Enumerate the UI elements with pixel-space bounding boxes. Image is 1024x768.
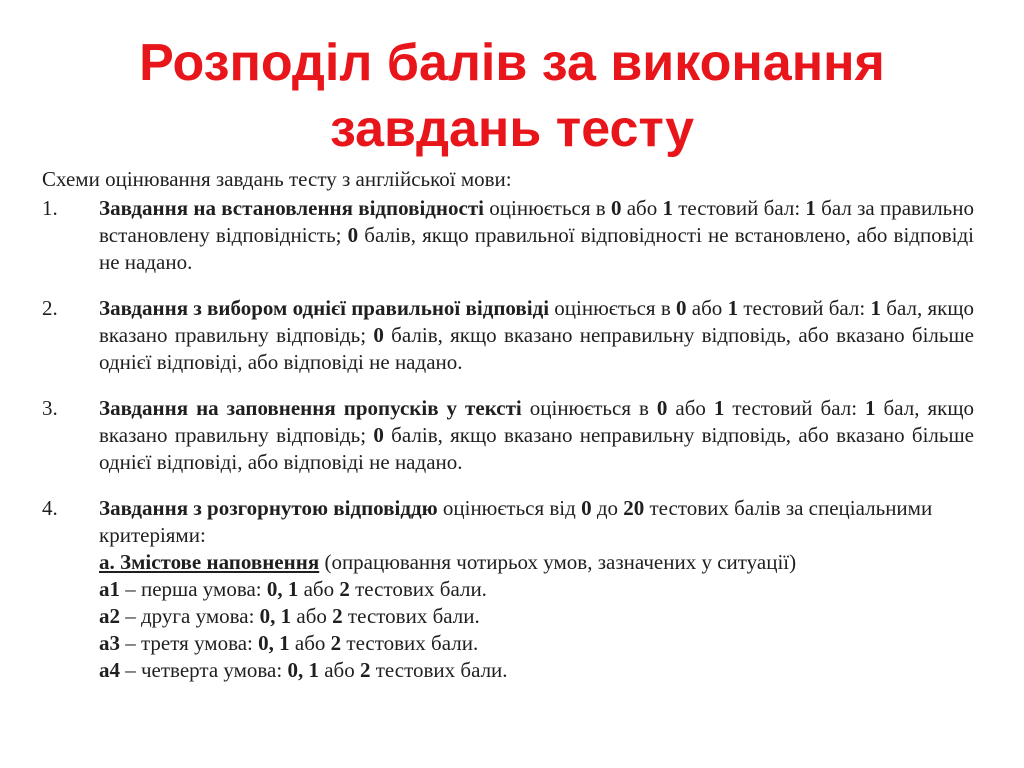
text-span: тестових балів за спеціальними критеріями: — [99, 496, 933, 547]
separator: , — [297, 658, 309, 682]
text-span: балів, якщо правильної відповідності не встановлено, або відповіді не надано. — [99, 223, 974, 274]
criterion-line — [99, 603, 974, 630]
text-span: – четверта умова: — [120, 658, 288, 682]
score-value: 1 — [280, 604, 292, 628]
title-line-2: завдань тесту — [329, 100, 695, 158]
score-value: 1 — [662, 196, 673, 220]
score-value: 2 — [339, 577, 350, 601]
criterion-code: а1 — [99, 577, 120, 601]
item-text — [99, 295, 974, 376]
criterion-line — [99, 630, 974, 657]
text-span: – третя умова: — [120, 631, 259, 655]
item-4-intro — [99, 495, 974, 549]
item-number: 3. — [42, 396, 58, 420]
separator: , — [270, 604, 281, 628]
score-value: 1 — [805, 196, 816, 220]
separator: , — [277, 577, 288, 601]
text-span: або — [621, 196, 663, 220]
item-text — [99, 195, 974, 276]
text-span: тестових бали. — [349, 577, 487, 601]
item-number: 2. — [42, 296, 58, 320]
score-value: 0 — [266, 577, 278, 601]
scoring-item-4 — [42, 495, 974, 684]
score-value: 0 — [287, 658, 298, 682]
scoring-content — [42, 166, 974, 703]
score-value: 0 — [610, 196, 622, 220]
score-value: 0 — [347, 223, 359, 247]
text-span: тестовий бал: — [738, 296, 871, 320]
text-span: тестових бали. — [341, 631, 479, 655]
score-value: 1 — [287, 577, 299, 601]
text-span: тестових бали. — [370, 658, 508, 682]
text-span: або — [318, 658, 360, 682]
scoring-item-1 — [42, 195, 974, 276]
item-text — [99, 395, 974, 476]
score-value: 20 — [623, 496, 645, 520]
score-value: 1 — [713, 396, 725, 420]
criterion-code: а2 — [99, 604, 120, 628]
score-value: 2 — [359, 658, 371, 682]
score-value: 0 — [373, 423, 384, 447]
score-value: 0 — [656, 396, 668, 420]
text-span: або — [291, 604, 333, 628]
text-span: оцінюється в — [549, 296, 677, 320]
score-value: 1 — [727, 296, 739, 320]
score-value: 0 — [676, 296, 687, 320]
score-value: 0 — [373, 323, 384, 347]
score-value: 0 — [259, 604, 271, 628]
text-span: тестовий бал: — [673, 196, 806, 220]
score-value: 0 — [581, 496, 592, 520]
criterion-line — [99, 657, 974, 684]
text-span: балів, якщо вказано неправильну відповідь, або вказано більше однієї відповіді, або відповіді не надано. — [99, 423, 974, 474]
item-text — [99, 495, 974, 684]
task-type: Завдання з вибором однієї правильної відповіді — [99, 296, 550, 320]
text-span: оцінюється від — [437, 496, 582, 520]
task-type: Завдання на заповнення пропусків у тексті — [99, 396, 522, 420]
score-value: 1 — [308, 658, 319, 682]
text-span: тестових бали. — [342, 604, 480, 628]
text-span: – перша умова: — [120, 577, 267, 601]
section-heading — [99, 549, 974, 576]
scoring-item-2 — [42, 295, 974, 376]
text-span: оцінюється в — [484, 196, 611, 220]
text-span: бал, якщо вказано правильну відповідь; — [99, 296, 975, 347]
title-line-1: Розподіл балів за виконання — [139, 34, 885, 92]
text-span: або — [686, 296, 728, 320]
task-type: Завдання на встановлення відповідності — [99, 196, 485, 220]
text-span: або — [667, 396, 714, 420]
section-note: (опрацювання чотирьох умов, зазначених у ситуації) — [319, 550, 797, 574]
item-number: 1. — [42, 196, 58, 220]
score-value: 2 — [330, 631, 342, 655]
page-title — [0, 30, 1024, 162]
score-value: 0 — [258, 631, 269, 655]
intro-text: Схеми оцінювання завдань тесту з англійської мови: — [42, 167, 512, 191]
text-span: тестовий бал: — [724, 396, 866, 420]
text-span: бал, якщо вказано правильну відповідь; — [99, 396, 974, 447]
text-span: – друга умова: — [120, 604, 260, 628]
task-type: Завдання з розгорнутою відповіддю — [99, 496, 438, 520]
item-number: 4. — [42, 496, 58, 520]
text-span: балів, якщо вказано неправильну відповідь, або вказано більше однієї відповіді, або відповіді не надано. — [99, 323, 974, 374]
text-span: бал за правильно встановлену відповідність; — [99, 196, 974, 247]
text-span: або — [298, 577, 340, 601]
separator: , — [268, 631, 280, 655]
text-span: або — [289, 631, 331, 655]
score-value: 1 — [279, 631, 290, 655]
criterion-code: а4 — [99, 658, 120, 682]
criterion-line — [99, 576, 974, 603]
score-value: 1 — [865, 396, 876, 420]
score-value: 1 — [870, 296, 882, 320]
text-span: оцінюється в — [521, 396, 657, 420]
score-value: 2 — [332, 604, 343, 628]
criterion-code: а3 — [99, 631, 120, 655]
text-span: до — [591, 496, 624, 520]
section-label: а. Змістове наповнення — [99, 550, 320, 574]
scoring-item-3 — [42, 395, 974, 476]
